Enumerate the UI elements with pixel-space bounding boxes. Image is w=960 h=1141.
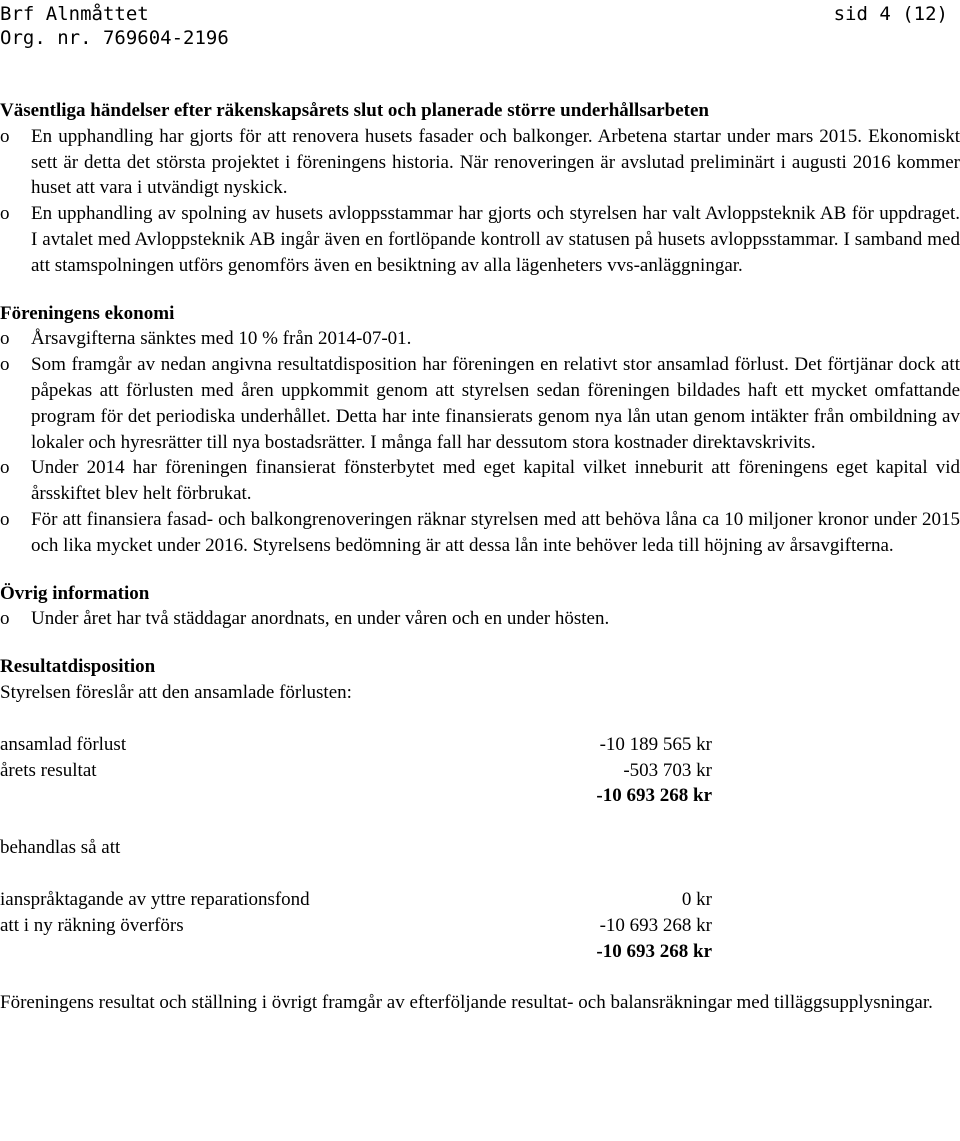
economy-item <box>0 352 960 455</box>
bullet-marker: o <box>0 457 10 479</box>
other-info-item <box>0 606 960 632</box>
disposition-row <box>0 758 960 784</box>
disposition-row-label: ansamlad förlust <box>0 733 127 755</box>
disposition-row-amount: 0 kr <box>681 888 712 910</box>
economy-item-text: För att finansiera fasad- och balkongrenoveringen räknar styrelsen med att behöva låna ca 10 miljoner kronor under 2015 och lika mycket under 2016. Styrelsens bedömning är att dessa lån inte behöver leda till höjning av årsavgifterna. <box>31 508 960 556</box>
other-info-item-text: Under året har två städdagar anordnats, en under våren och en under hösten. <box>31 608 610 630</box>
disposition-row-amount: -10 189 565 kr <box>599 733 712 755</box>
disposition-row <box>0 732 960 758</box>
disposition-total-row <box>0 783 960 809</box>
events-item-text: En upphandling av spolning av husets avloppsstammar har gjorts och styrelsen har valt Avloppsteknik AB för uppdraget. I avtalet med Avloppsteknik AB ingår även en fortlöpande kontroll av statusen på husets avloppsstammar. I samband med att stamspolningen utförs genomförs även en besiktning av alla lägenheters vvs-anläggningar. <box>31 203 960 276</box>
org-name: Brf Alnmåttet <box>0 3 149 25</box>
economy-item-text: Som framgår av nedan angivna resultatdisposition har föreningen en relativt stor ansamlad förlust. Det förtjänar dock att påpekas att förlusten med åren uppkommit genom att styrelsen sedan föreningen bildades haft ett mycket omfattande program för det periodiska underhållet. Detta har inte finansierats genom nya lån utan genom intäkter från ombildning av lokaler och hyresrätter till nya bostadsrätter. I många fall har dessutom stora kostnader direktavskrivits. <box>31 354 960 453</box>
bullet-marker: o <box>0 354 10 376</box>
events-item <box>0 124 960 201</box>
disposition-heading: Resultatdisposition <box>0 656 156 678</box>
other-info-heading: Övrig information <box>0 582 150 604</box>
disposition-row-label: ianspråktagande av yttre reparationsfond <box>0 888 310 910</box>
org-number: Org. nr. 769604-2196 <box>0 27 229 49</box>
disposition-intro: Styrelsen föreslår att den ansamlade förlusten: <box>0 681 352 703</box>
disposition-row-label: att i ny räkning överförs <box>0 914 184 936</box>
disposition-total-amount: -10 693 268 kr <box>596 785 712 807</box>
economy-item-text: Under 2014 har föreningen finansierat fönsterbytet med eget kapital vilket inneburit att föreningens eget kapital vid årsskiftet blev helt förbrukat. <box>31 457 960 505</box>
document-body <box>0 98 960 1016</box>
bullet-marker: o <box>0 203 10 225</box>
closing-paragraph: Föreningens resultat och ställning i övrigt framgår av efterföljande resultat- och balansräkningar med tilläggsupplysningar. <box>0 992 933 1014</box>
bullet-marker: o <box>0 125 10 147</box>
bullet-marker: o <box>0 608 10 630</box>
events-item <box>0 201 960 278</box>
events-item-text: En upphandling har gjorts för att renovera husets fasader och balkonger. Arbetena startar under mars 2015. Ekonomiskt sett är detta det största projektet i föreningens historia. När renoveringen är avslutad preliminärt i augusti 2016 kommer huset att vara i utvändigt nyskick. <box>31 125 960 199</box>
economy-heading: Föreningens ekonomi <box>0 302 175 324</box>
disposition-total-row <box>0 939 960 965</box>
treated-label: behandlas så att <box>0 837 121 859</box>
bullet-marker: o <box>0 508 10 530</box>
disposition-row-label: årets resultat <box>0 759 97 781</box>
events-heading: Väsentliga händelser efter räkenskapsårets slut och planerade större underhållsarbeten <box>0 100 709 121</box>
economy-item <box>0 455 960 507</box>
economy-item <box>0 507 960 559</box>
economy-item-text: Årsavgifterna sänktes med 10 % från 2014-07-01. <box>31 328 412 350</box>
page-number: sid 4 (12) <box>833 3 948 25</box>
disposition-row-amount: -10 693 268 kr <box>599 914 712 936</box>
disposition-row <box>0 913 960 939</box>
economy-item <box>0 326 960 352</box>
disposition-total-amount: -10 693 268 kr <box>596 940 712 962</box>
bullet-marker: o <box>0 328 10 350</box>
disposition-row-amount: -503 703 kr <box>623 759 712 781</box>
disposition-row <box>0 887 960 913</box>
